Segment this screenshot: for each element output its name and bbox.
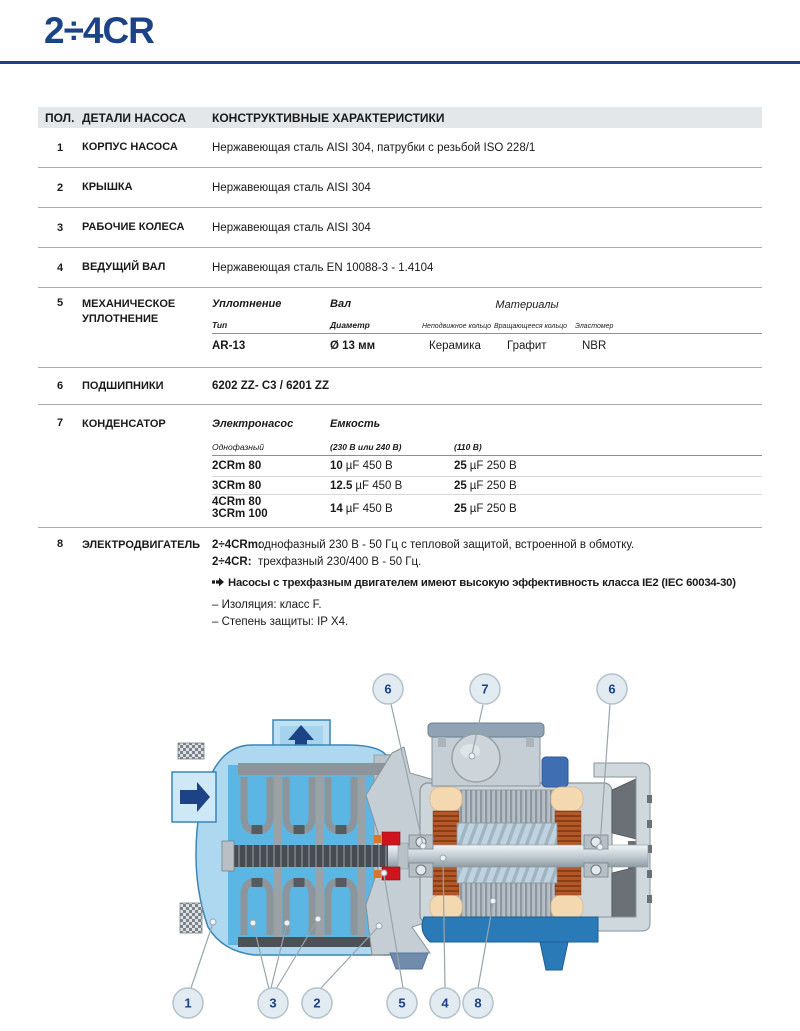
row-pos: 2 [56,181,64,194]
capacitor-row [212,477,762,494]
page-title: 2÷4CR [44,10,154,51]
svg-text:5: 5 [398,995,406,1011]
drain-plug [180,903,202,933]
row-pos: 7 [56,417,64,429]
callout-motor [463,988,493,1018]
bracket-foot [390,953,428,969]
table-row-mechanical-seal [38,288,762,368]
callout-bearing-right [597,674,627,704]
pump-cutaway-diagram [0,655,800,1031]
svg-text:7: 7 [481,681,489,697]
row-part: КОНДЕНСАТОР [82,418,166,430]
cap-col-pump: Электронасос [212,418,294,430]
cap-model: 4CRm 80 3CRm 100 [212,496,268,520]
seal-col-materials: Материалы [495,299,559,311]
row-part: ЭЛЕКТРОДВИГАТЕЛЬ [82,539,201,551]
cap-model: 3CRm 80 [212,479,262,492]
table-header [38,107,762,128]
motor-line: 2÷4CR: трехфазный 230/400 В - 50 Гц. [212,556,422,568]
table-row [38,248,762,288]
svg-text:6: 6 [608,681,616,697]
capacitor-housing [428,723,544,786]
table-row [38,168,762,208]
seal-sub-stationary: Неподвижное кольцо [422,323,492,330]
table-row-motor [38,528,762,640]
row-pos: 1 [56,141,64,154]
seal-val-stationary: Керамика [429,340,481,352]
row-part: КРЫШКА [82,181,133,193]
row-char: Нержавеющая сталь AISI 304, патрубки с резьбой ISO 228/1 [212,141,536,154]
row-pos: 8 [56,538,64,550]
seal-sub-elastomer: Эластомер [575,323,614,330]
row-part: МЕХАНИЧЕСКОЕ УПЛОТНЕНИЕ [82,298,176,325]
capacitor [452,734,500,782]
row-pos: 5 [56,297,64,309]
seal-sub-rotating: Вращающееся кольцо [494,323,568,330]
bearings-value: 6202 ZZ- C3 / 6201 ZZ [212,380,329,392]
callout-bearing-left [373,674,403,704]
row-part: ПОДШИПНИКИ [82,379,164,392]
cap-v110: 25 µF 250 В [454,503,517,515]
seal-val-type: AR-13 [212,340,246,352]
table-row [38,128,762,168]
seal-col-seal: Уплотнение [212,298,282,310]
seal-divider [212,333,762,334]
svg-text:3: 3 [269,995,277,1011]
row-char: Нержавеющая сталь AISI 304 [212,181,371,194]
svg-text:1: 1 [184,995,192,1011]
cap-col-capacity: Емкость [330,418,381,430]
svg-text:2: 2 [313,995,321,1011]
row-part: РАБОЧИЕ КОЛЕСА [82,221,185,233]
cap-v110: 25 µF 250 В [454,479,517,492]
table-row [38,208,762,248]
header-char: КОНСТРУКТИВНЫЕ ХАРАКТЕРИСТИКИ [212,110,445,125]
cap-model: 2CRm 80 [212,460,262,472]
callout-capacitor [470,674,500,704]
row-char: Нержавеющая сталь EN 10088-3 - 1.4104 [212,261,434,274]
row-part: ВЕДУЩИЙ ВАЛ [82,261,166,273]
row-part: КОРПУС НАСОСА [82,141,178,153]
motor-efficiency-note: Насосы с трехфазным двигателем имеют высокую эффективность класса IE2 (IEC 60034-30) [212,576,736,591]
seal-col-shaft: Вал [330,298,352,310]
svg-text:8: 8 [474,995,482,1011]
cap-sub-v110: (110 В) [454,442,482,452]
inlet-flange [172,772,216,822]
callout-pump-body [173,988,203,1018]
row-pos: 6 [56,380,64,392]
arrow-right-icon [212,577,224,591]
svg-text:4: 4 [441,995,449,1011]
cap-sub-v230: (230 В или 240 В) [330,442,402,452]
row-pos: 4 [56,261,64,274]
callout-cover [302,988,332,1018]
cap-sub-phase: Однофазный [212,442,264,452]
motor-bullet: – Степень защиты: IP X4. [212,616,349,628]
header-pos: ПОЛ. [45,110,75,125]
motor-bullet: – Изоляция: класс F. [212,599,322,611]
capacitor-row [212,456,762,476]
seal-sub-type: Тип [212,320,228,330]
vent-plug [178,743,204,759]
seal-val-rotating: Графит [507,340,547,352]
seal-val-elastomer: NBR [582,340,607,352]
title-rule [0,61,800,64]
seal-val-diameter: Ø 13 мм [330,340,376,352]
parts-table [38,107,762,640]
cap-v230: 14 µF 450 В [330,503,393,515]
callout-impellers [258,988,288,1018]
terminal-box [542,757,568,787]
table-row-capacitor [38,405,762,528]
callout-shaft [430,988,460,1018]
row-pos: 3 [56,221,64,234]
callout-seal [387,988,417,1018]
seal-sub-diameter: Диаметр [330,320,370,330]
header-part: ДЕТАЛИ НАСОСА [82,110,187,125]
motor-line: 2÷4CRm:однофазный 230 В - 50 Гц с тепловой защитой, встроенной в обмотку. [212,539,635,551]
cap-v110: 25 µF 250 В [454,460,517,472]
table-row-bearings [38,368,762,405]
row-char: Нержавеющая сталь AISI 304 [212,221,371,234]
cap-v230: 12.5 µF 450 В [330,479,403,492]
capacitor-row [212,495,762,525]
cap-v230: 10 µF 450 В [330,460,393,472]
svg-text:6: 6 [384,681,392,697]
motor-base [422,917,598,970]
